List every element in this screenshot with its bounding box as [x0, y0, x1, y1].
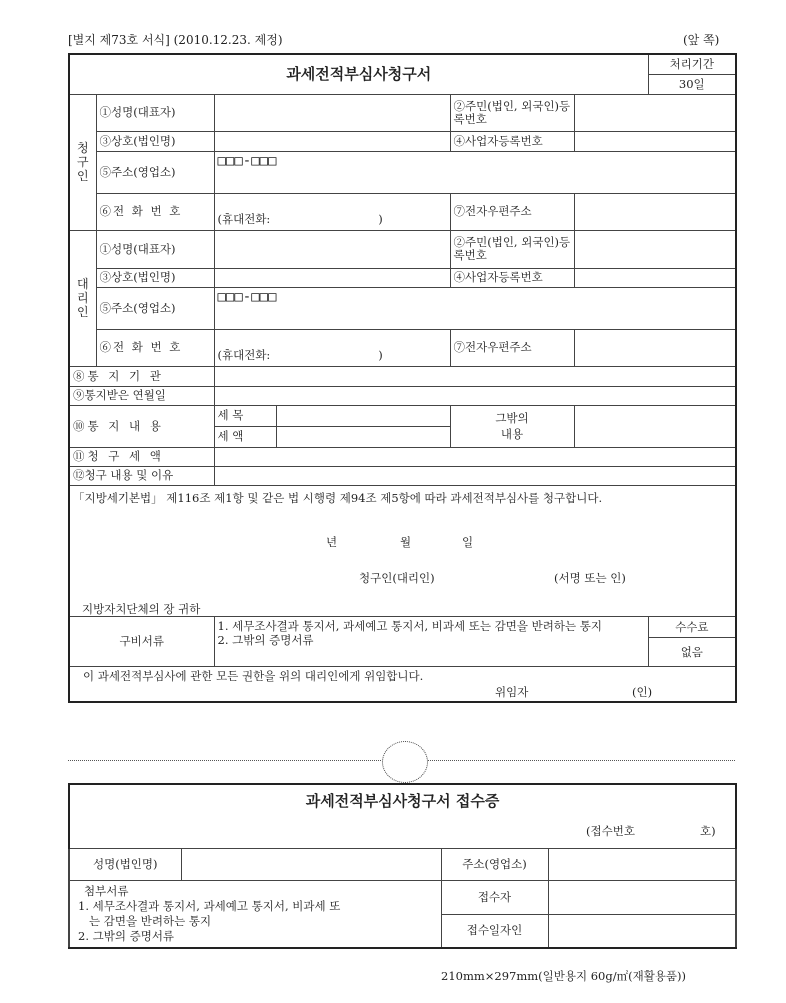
claim-reason-field[interactable] — [214, 466, 736, 485]
tax-item-label: 세 목 — [214, 405, 276, 426]
agent-name-label: ①성명(대표자) — [96, 230, 214, 268]
seal-mark: (인) — [632, 684, 653, 699]
date-year: 년 — [326, 534, 338, 549]
declaration-text: 「지방세기본법」 제116조 제1항 및 같은 법 시행령 제94조 제5항에 따라 과세전적부심사를 청구합니다. — [73, 490, 603, 505]
receipt-name-field[interactable] — [181, 848, 441, 880]
claim-reason-label: ⑫청구 내용 및 이유 — [69, 466, 214, 485]
application-form-table — [68, 53, 737, 703]
notice-date-label: ⑨통지받은 연월일 — [69, 386, 214, 405]
receipt-address-field[interactable] — [548, 848, 736, 880]
delegation-text: 이 과세전적부심사에 관한 모든 권한을 위의 대리인에게 위임합니다. — [83, 668, 424, 683]
receipt-docs: 첨부서류 1. 세무조사결과 통지서, 과세예고 통지서, 비과세 또 는 감면을 반려하는 통지 2. 그밖의 증명서류 — [69, 880, 441, 948]
claimant-group-label: 청 구 인 — [69, 94, 96, 230]
claimant-phone-label: ⑥전 화 번 호 — [96, 193, 214, 230]
agent-bizno-label: ④사업자등록번호 — [450, 268, 574, 287]
claimant-bizno-label: ④사업자등록번호 — [450, 131, 574, 151]
agent-id-label: ②주민(법인, 외국인)등록번호 — [450, 230, 574, 268]
claimant-email-field[interactable] — [574, 193, 736, 230]
agent-address-field[interactable] — [214, 287, 736, 329]
agent-bizno-field[interactable] — [574, 268, 736, 287]
page-side-label: (앞 쪽) — [683, 33, 720, 47]
agent-id-field[interactable] — [574, 230, 736, 268]
receipt-number-close: 호) — [700, 824, 716, 838]
receiver-label: 접수자 — [441, 880, 548, 914]
receiver-field[interactable] — [548, 880, 736, 914]
agent-name-field[interactable] — [214, 230, 450, 268]
claimant-address-label: ⑤주소(영업소) — [96, 151, 214, 193]
other-content-field[interactable] — [574, 405, 736, 447]
docs-label: 구비서류 — [69, 616, 214, 666]
receipt-title: 과세전적부심사청구서 접수증 — [305, 792, 500, 810]
agent-email-label: ⑦전자우편주소 — [450, 329, 574, 366]
signer-label: 청구인(대리인) — [359, 570, 435, 585]
receipt-header — [69, 784, 736, 848]
notice-date-field[interactable] — [214, 386, 736, 405]
fee-cell: 수수료 없음 — [648, 616, 736, 666]
claimant-address-field[interactable] — [214, 151, 736, 193]
addressee: 지방자치단체의 장 귀하 — [82, 601, 201, 616]
claimant-name-field[interactable] — [214, 94, 450, 131]
processing-period-label: 처리기간 — [648, 54, 736, 74]
processing-period-value: 30일 — [648, 74, 736, 94]
form-number: [별지 제73호 서식] (2010.12.23. 제정) — [68, 33, 283, 47]
agent-phone-label: ⑥전 화 번 호 — [96, 329, 214, 366]
sign-note: (서명 또는 인) — [554, 570, 626, 585]
tax-item-field[interactable] — [276, 405, 450, 426]
agent-company-label: ③상호(법인명) — [96, 268, 214, 287]
agent-phone-field[interactable]: (휴대전화: ) — [214, 329, 450, 366]
delegation-block — [69, 666, 736, 702]
date-day: 일 — [462, 534, 474, 549]
agent-address-label: ⑤주소(영업소) — [96, 287, 214, 329]
receipt-table — [68, 783, 737, 949]
claimant-company-field[interactable] — [214, 131, 450, 151]
notice-content-label: ⑩통 지 내 용 — [69, 405, 214, 447]
claimant-email-label: ⑦전자우편주소 — [450, 193, 574, 230]
receipt-address-label: 주소(영업소) — [441, 848, 548, 880]
claim-amount-label: ⑪청 구 세 액 — [69, 447, 214, 466]
date-month: 월 — [400, 534, 412, 549]
claimant-name-label: ①성명(대표자) — [96, 94, 214, 131]
tax-amount-field[interactable] — [276, 426, 450, 447]
notice-agency-label: ⑧통 지 기 관 — [69, 366, 214, 386]
notice-agency-field[interactable] — [214, 366, 736, 386]
receipt-date-stamp-field[interactable] — [548, 914, 736, 948]
claimant-company-label: ③상호(법인명) — [96, 131, 214, 151]
claimant-id-label: ②주민(법인, 외국인)등록번호 — [450, 94, 574, 131]
paper-spec: 210mm×297mm(일반용지 60g/㎡(재활용품)) — [441, 969, 686, 983]
stamp-circle — [382, 741, 428, 783]
receipt-number-open: (접수번호 — [586, 824, 635, 838]
agent-company-field[interactable] — [214, 268, 450, 287]
tax-amount-label: 세 액 — [214, 426, 276, 447]
claim-amount-field[interactable] — [214, 447, 736, 466]
other-content-label: 그밖의 내용 — [450, 405, 574, 447]
docs-list: 1. 세무조사결과 통지서, 과세예고 통지서, 비과세 또는 감면을 반려하는 통지 2. 그밖의 증명서류 — [214, 616, 648, 666]
receipt-name-label: 성명(법인명) — [69, 848, 181, 880]
claimant-phone-field[interactable]: (휴대전화: ) — [214, 193, 450, 230]
claimant-bizno-field[interactable] — [574, 131, 736, 151]
agent-group-label: 대 리 인 — [69, 230, 96, 366]
postal-code-boxes: □□□-□□□ — [217, 288, 277, 305]
postal-code-boxes: □□□-□□□ — [217, 152, 277, 169]
declaration-block — [69, 485, 736, 616]
claimant-id-field[interactable] — [574, 94, 736, 131]
form-title: 과세전적부심사청구서 — [69, 54, 648, 94]
delegator-label: 위임자 — [495, 684, 529, 699]
receipt-date-stamp-label: 접수일자인 — [441, 914, 548, 948]
agent-email-field[interactable] — [574, 329, 736, 366]
